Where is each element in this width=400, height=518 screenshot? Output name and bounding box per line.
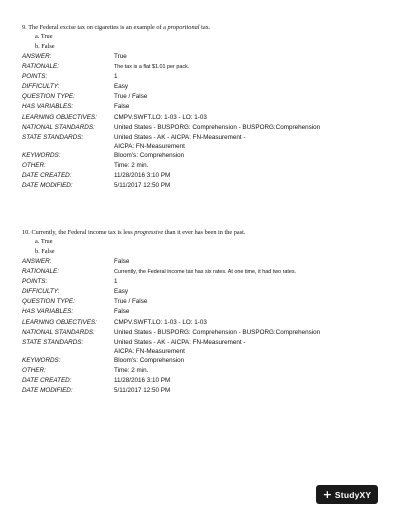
question-type-value: True / False <box>114 298 148 306</box>
points-label: POINTS: <box>22 278 48 286</box>
other-label: OTHER: <box>22 162 46 170</box>
rationale-label: RATIONALE: <box>22 268 59 276</box>
points-value: 1 <box>114 73 118 81</box>
question-text-part: The Federal excise tax on cigarettes is an example of a <box>26 24 168 31</box>
date-modified-label: DATE MODIFIED: <box>22 182 73 190</box>
keywords-label: KEYWORDS: <box>22 152 61 160</box>
question-type-label: QUESTION TYPE: <box>22 93 75 101</box>
answer-value: True <box>114 53 127 60</box>
date-created-label: DATE CREATED: <box>22 377 72 385</box>
difficulty-label: DIFFICULTY: <box>22 288 60 296</box>
date-modified-value: 5/11/2017 12:50 PM <box>114 182 171 190</box>
has-variables-label: HAS VARIABLES: <box>22 308 74 316</box>
keywords-label: KEYWORDS: <box>22 357 61 365</box>
national-standards-label: NATIONAL STANDARDS: <box>22 123 95 131</box>
keywords-row <box>22 356 382 366</box>
question-10 <box>22 228 382 397</box>
has-variables-row <box>22 102 382 112</box>
studyxy-logo[interactable] <box>316 485 378 504</box>
learning-objectives-value: CMPV.SWFT.LO: 1-03 - LO: 1-03 <box>114 318 207 326</box>
state-standards-line: United States - AK - AICPA: FN-Measurement - <box>114 133 246 141</box>
rationale-row <box>22 62 382 72</box>
national-standards-row <box>22 328 382 338</box>
national-standards-label: NATIONAL STANDARDS: <box>22 328 95 336</box>
has-variables-row <box>22 307 382 317</box>
question-number: 10. <box>22 229 30 236</box>
option-b: b. False <box>35 42 55 50</box>
state-standards-line: United States - AK - AICPA: FN-Measurement - <box>114 338 246 346</box>
points-label: POINTS: <box>22 73 48 81</box>
difficulty-row <box>22 287 382 297</box>
answer-value: False <box>114 258 130 265</box>
state-standards-row <box>22 338 382 356</box>
learning-objectives-label: LEARNING OBJECTIVES: <box>22 113 97 121</box>
question-type-row <box>22 92 382 102</box>
question-text-part: than it ever has been in the past. <box>163 229 246 236</box>
date-created-row <box>22 376 382 386</box>
answer-label: ANSWER: <box>22 53 52 60</box>
learning-objectives-label: LEARNING OBJECTIVES: <box>22 318 97 326</box>
has-variables-value: False <box>114 308 130 316</box>
learning-objectives-value: CMPV.SWFT.LO: 1-03 - LO: 1-03 <box>114 113 207 121</box>
points-row <box>22 277 382 287</box>
date-modified-row <box>22 386 382 396</box>
question-type-label: QUESTION TYPE: <box>22 298 75 306</box>
question-text <box>22 228 382 237</box>
date-created-value: 11/28/2016 3:10 PM <box>114 377 171 385</box>
state-standards-row <box>22 133 382 151</box>
points-value: 1 <box>114 278 118 286</box>
state-standards-label: STATE STANDARDS: <box>22 133 84 141</box>
question-type-row <box>22 297 382 307</box>
date-modified-value: 5/11/2017 12:50 PM <box>114 387 171 395</box>
answer-label: ANSWER: <box>22 258 52 265</box>
keywords-row <box>22 151 382 161</box>
learning-objectives-row <box>22 318 382 328</box>
question-emphasis: progressive <box>134 229 164 236</box>
points-row <box>22 72 382 82</box>
national-standards-value: United States - BUSPORG: Comprehension - BUSPORG:Comprehension <box>114 123 321 131</box>
other-value: Time: 2 min. <box>114 367 149 375</box>
difficulty-value: Easy <box>114 288 128 296</box>
has-variables-label: HAS VARIABLES: <box>22 103 74 111</box>
date-modified-row <box>22 181 382 191</box>
answer-row <box>22 257 382 267</box>
rationale-row <box>22 267 382 277</box>
rationale-label: RATIONALE: <box>22 63 59 71</box>
difficulty-row <box>22 82 382 92</box>
question-number: 9. <box>22 24 27 31</box>
date-created-value: 11/28/2016 3:10 PM <box>114 172 171 180</box>
difficulty-value: Easy <box>114 83 128 91</box>
keywords-value: Bloom's: Comprehension <box>114 357 185 365</box>
plus-icon: + <box>322 488 332 501</box>
has-variables-value: False <box>114 103 130 111</box>
question-9 <box>22 23 382 192</box>
question-text-part: tax. <box>199 24 211 31</box>
rationale-value: The tax is a flat $1.01 per pack. <box>114 64 190 71</box>
option-b: b. False <box>35 247 55 255</box>
state-standards-line: AICPA: FN-Measurement <box>114 347 185 355</box>
other-label: OTHER: <box>22 367 46 375</box>
keywords-value: Bloom's: Comprehension <box>114 152 185 160</box>
answer-row <box>22 52 382 62</box>
metadata-table <box>22 257 382 397</box>
date-modified-label: DATE MODIFIED: <box>22 387 73 395</box>
other-value: Time: 2 min. <box>114 162 149 170</box>
other-row <box>22 366 382 376</box>
question-type-value: True / False <box>114 93 148 101</box>
question-text-part: Currently, the Federal income tax is less <box>29 229 135 236</box>
state-standards-value <box>114 133 382 151</box>
other-row <box>22 161 382 171</box>
option-a: a. True <box>35 238 53 245</box>
difficulty-label: DIFFICULTY: <box>22 83 60 91</box>
state-standards-line: AICPA: FN-Measurement <box>114 142 185 150</box>
national-standards-value: United States - BUSPORG: Comprehension - BUSPORG:Comprehension <box>114 328 321 336</box>
question-emphasis: proportional <box>167 24 200 31</box>
national-standards-row <box>22 123 382 133</box>
option-a: a. True <box>35 33 53 40</box>
learning-objectives-row <box>22 113 382 123</box>
question-text <box>22 23 382 32</box>
date-created-row <box>22 171 382 181</box>
rationale-value: Currently, the Federal income tax has six rates. At one time, it had two rates. <box>114 269 297 276</box>
state-standards-label: STATE STANDARDS: <box>22 338 84 346</box>
metadata-table <box>22 52 382 192</box>
date-created-label: DATE CREATED: <box>22 172 72 180</box>
state-standards-value <box>114 338 382 356</box>
logo-text: StudyXY <box>334 489 372 500</box>
